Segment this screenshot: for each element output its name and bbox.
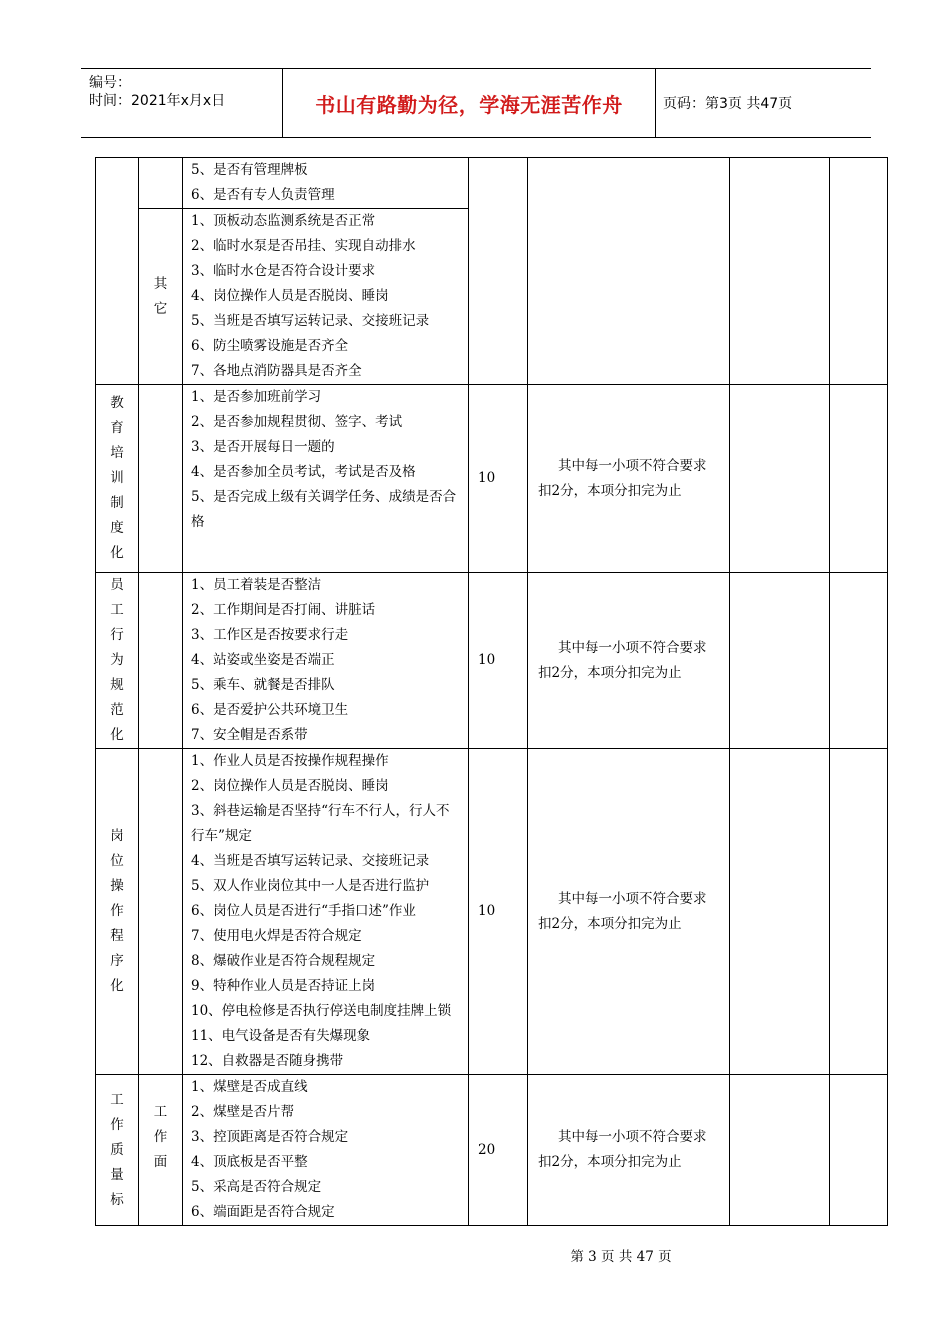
list-item: 4、站姿或坐姿是否端正: [191, 652, 335, 668]
list-item: 3、工作区是否按要求行走: [191, 627, 349, 643]
subcategory-label: 其它: [153, 275, 168, 317]
blank-cell: [830, 749, 888, 1075]
list-item: 8、爆破作业是否符合规程规定: [191, 953, 376, 969]
page-info: 页码：第3页 共47页: [663, 96, 793, 112]
category-cell: [96, 749, 139, 1075]
inspection-table: [95, 157, 888, 1226]
score-cell: 20: [469, 1075, 528, 1226]
score-cell: 10: [469, 385, 528, 573]
code-label: 编号：: [89, 75, 131, 91]
category-cell: [96, 573, 139, 749]
list-item: 1、煤壁是否成直线: [191, 1079, 308, 1095]
rule-text: 其中每一小项不符合要求: [558, 457, 707, 474]
list-item: 6、岗位人员是否进行“手指口述”作业: [191, 903, 416, 919]
subcategory-label: 工作面: [153, 1104, 168, 1170]
list-item: 2、岗位操作人员是否脱岗、睡岗: [191, 778, 389, 794]
blank-cell: [730, 1075, 830, 1226]
list-item: 7、各地点消防器具是否齐全: [191, 363, 362, 379]
header-motto-cell: [283, 69, 656, 137]
score-cell: 10: [469, 573, 528, 749]
list-item: 6、防尘喷雾设施是否齐全: [191, 338, 349, 354]
subcategory-cell: [139, 1075, 183, 1226]
list-item: 3、斜巷运输是否坚持“行车不行人，行人不行车”规定: [191, 803, 450, 844]
items-cell: [183, 1075, 469, 1226]
items-cell: [183, 158, 469, 209]
blank-cell: [830, 385, 888, 573]
date-label: 时间：2021年x月x日: [89, 93, 226, 109]
rule-text: 其中每一小项不符合要求: [558, 639, 707, 656]
rule-text: 扣2分，本项分扣完为止: [538, 915, 682, 932]
list-item: 4、当班是否填写运转记录、交接班记录: [191, 853, 430, 869]
rule-text: 其中每一小项不符合要求: [558, 1129, 707, 1145]
blank-cell: [730, 158, 830, 385]
category-cell: [96, 1075, 139, 1226]
subcategory-cell: [139, 749, 183, 1075]
items-cell: [183, 385, 469, 573]
list-item: 1、是否参加班前学习: [191, 389, 322, 405]
list-item: 9、特种作业人员是否持证上岗: [191, 978, 376, 994]
blank-cell: [830, 573, 888, 749]
items-cell: [183, 573, 469, 749]
page-header: [81, 68, 871, 138]
rule-cell: [528, 1075, 730, 1226]
blank-cell: [730, 749, 830, 1075]
list-item: 4、是否参加全员考试，考试是否及格: [191, 464, 416, 480]
list-item: 5、乘车、就餐是否排队: [191, 677, 335, 693]
page-footer: 第 3 页 共 47 页: [570, 1249, 672, 1265]
list-item: 5、是否有管理牌板: [191, 162, 308, 178]
list-item: 2、是否参加规程贯彻、签字、考试: [191, 414, 403, 430]
list-item: 2、临时水泵是否吊挂、实现自动排水: [191, 238, 416, 254]
blank-cell: [830, 1075, 888, 1226]
rule-cell: [528, 158, 730, 385]
list-item: 10、停电检修是否执行停送电制度挂牌上锁11、电气设备是否有失爆现象: [191, 1003, 452, 1044]
rule-text: 其中每一小项不符合要求: [558, 890, 707, 907]
subcategory-cell: [139, 385, 183, 573]
category-label: 工作质量标: [110, 1091, 124, 1208]
rule-cell: [528, 385, 730, 573]
blank-cell: [830, 158, 888, 385]
category-label: 教育培训制度化: [110, 395, 124, 561]
list-item: 3、控顶距离是否符合规定: [191, 1129, 349, 1145]
list-item: 2、煤壁是否片帮: [191, 1104, 295, 1120]
table-row: [96, 158, 888, 209]
list-item: 5、是否完成上级有关调学任务、成绩是否合格: [191, 489, 457, 530]
category-label: 员工行为规范化: [110, 577, 124, 743]
list-item: 1、作业人员是否按操作规程操作: [191, 753, 389, 769]
header-meta: [81, 69, 283, 137]
table-row: [96, 573, 888, 749]
subcategory-cell: [139, 158, 183, 209]
list-item: 2、工作期间是否打闹、讲脏话: [191, 602, 376, 618]
list-item: 5、双人作业岗位其中一人是否进行监护: [191, 878, 430, 894]
table-row: [96, 749, 888, 1075]
subcategory-cell: [139, 573, 183, 749]
list-item: 3、是否开展每日一题的: [191, 439, 335, 455]
score-cell: 10: [469, 749, 528, 1075]
rule-text: 扣2分，本项分扣完为止: [538, 1154, 682, 1170]
list-item: 4、岗位操作人员是否脱岗、睡岗: [191, 288, 389, 304]
category-cell: [96, 385, 139, 573]
blank-cell: [730, 385, 830, 573]
list-item: 3、临时水仓是否符合设计要求: [191, 263, 376, 279]
items-cell: [183, 749, 469, 1075]
table-row: [96, 385, 888, 573]
header-motto: 书山有路勤为径，学海无涯苦作舟: [315, 92, 623, 117]
category-label: 岗位操作程序化: [110, 828, 124, 994]
rule-cell: [528, 573, 730, 749]
list-item: 12、自救器是否随身携带: [191, 1053, 344, 1069]
score-cell: [469, 158, 528, 385]
list-item: 5、采高是否符合规定: [191, 1179, 322, 1195]
blank-cell: [730, 573, 830, 749]
rule-text: 扣2分，本项分扣完为止: [538, 664, 682, 681]
category-cell: [96, 158, 139, 385]
subcategory-cell: [139, 209, 183, 385]
rule-text: 扣2分，本项分扣完为止: [538, 482, 682, 499]
list-item: 7、使用电火焊是否符合规定: [191, 928, 362, 944]
list-item: 7、安全帽是否系带: [191, 727, 308, 743]
list-item: 4、顶底板是否平整: [191, 1154, 308, 1170]
list-item: 5、当班是否填写运转记录、交接班记录: [191, 313, 430, 329]
list-item: 6、端面距是否符合规定: [191, 1204, 335, 1220]
items-cell: [183, 209, 469, 385]
list-item: 6、是否有专人负责管理: [191, 187, 335, 203]
list-item: 6、是否爱护公共环境卫生: [191, 702, 349, 718]
table-row: [96, 1075, 888, 1226]
list-item: 1、员工着装是否整洁: [191, 577, 322, 593]
list-item: 1、顶板动态监测系统是否正常: [191, 213, 376, 229]
rule-cell: [528, 749, 730, 1075]
